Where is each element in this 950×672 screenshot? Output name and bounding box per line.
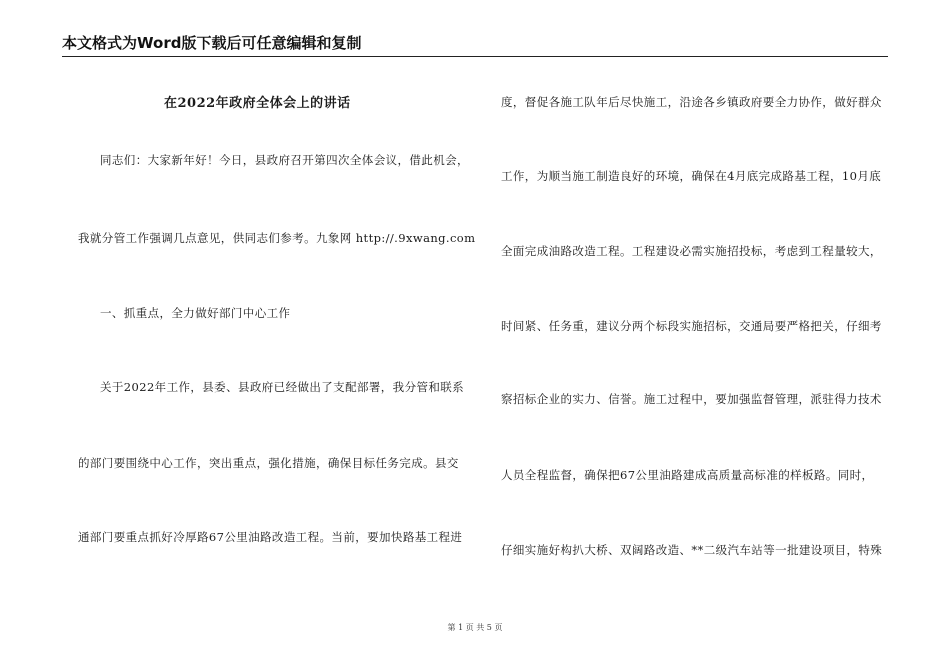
- paragraph-line: 通部门要重点抓好冷厚路67公里油路改造工程。当前，要加快路基工程进: [78, 530, 463, 544]
- paragraph-line: 仔细实施好构扒大桥、双阔路改造、**二级汽车站等一批建设项目，特殊: [501, 543, 883, 557]
- paragraph-line: 人员全程监督，确保把67公里油路建成高质量高标准的样板路。同时，: [501, 468, 874, 482]
- section-heading: 一、抓重点，全力做好部门中心工作: [100, 306, 291, 320]
- paragraph-line: 关于2022年工作，县委、县政府已经做出了支配部署，我分管和联系: [100, 380, 465, 394]
- document-header: [62, 30, 888, 57]
- paragraph-line: 工作，为顺当施工制造良好的环境，确保在4月底完成路基工程，10月底: [501, 169, 882, 183]
- page-number: 第 1 页 共 5 页: [447, 623, 503, 632]
- document-title: 在2022年政府全体会上的讲话: [164, 96, 351, 111]
- header-title: 本文格式为Word版下载后可任意编辑和复制: [62, 34, 362, 52]
- paragraph-line: 同志们：大家新年好！今日，县政府召开第四次全体会议，借此机会，: [100, 153, 469, 167]
- paragraph-line: 的部门要围绕中心工作，突出重点，强化措施，确保目标任务完成。县交: [78, 456, 459, 470]
- paragraph-line: 全面完成油路改造工程。工程建设必需实施招投标，考虑到工程量较大，: [501, 244, 882, 258]
- paragraph-line: 察招标企业的实力、信誉。施工过程中，要加强监督管理，派驻得力技术: [501, 392, 882, 406]
- paragraph-line: 度，督促各施工队年后尽快施工，沿途各乡镇政府要全力协作，做好群众: [501, 95, 882, 109]
- paragraph-line: 我就分管工作强调几点意见，供同志们参考。九象网 http://.9xwang.com: [78, 231, 476, 245]
- paragraph-line: 时间紧、任务重，建议分两个标段实施招标，交通局要严格把关，仔细考: [501, 319, 882, 333]
